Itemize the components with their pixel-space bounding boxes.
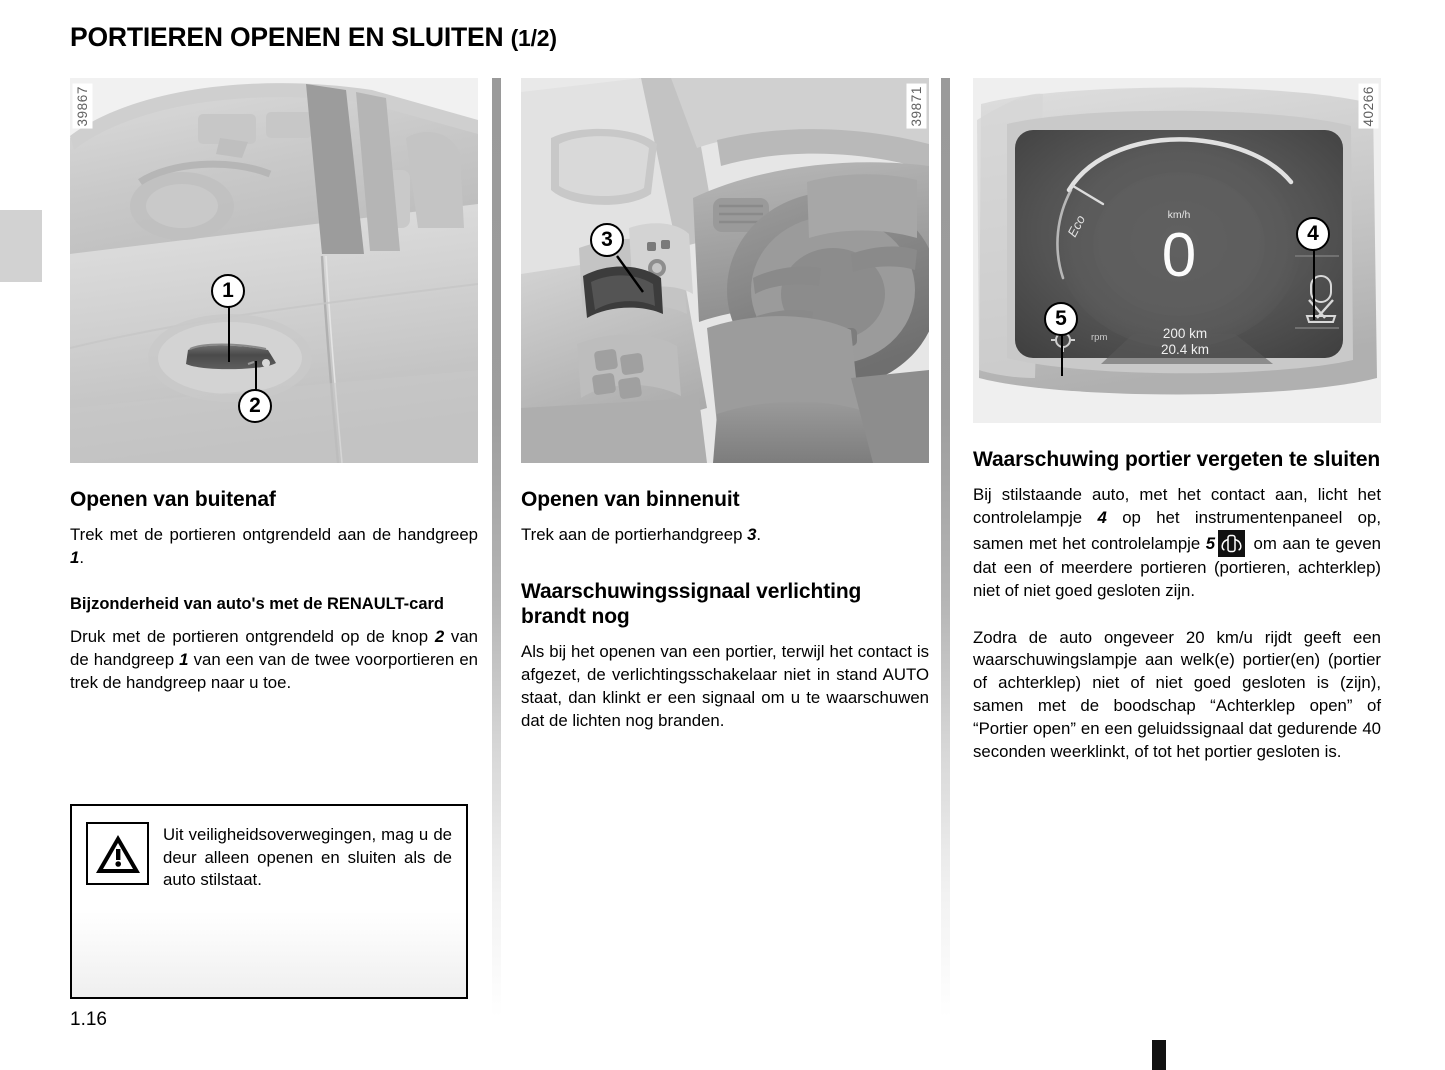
- page-title-text: PORTIEREN OPENEN EN SLUITEN: [70, 22, 504, 52]
- column-divider-2: [941, 78, 950, 1018]
- heading-waarschuwingssignaal-verlichting: Waarschuwingssignaal verlichting brandt nog: [521, 580, 862, 629]
- warning-text: Uit veiligheidsoverwegingen, mag u de deur alleen openen en sluiten als de auto stilstaat.: [163, 825, 452, 889]
- subheading-renault-card: Bijzonderheid van auto's met de RENAULT-card: [70, 594, 445, 613]
- eco-label: Eco: [1064, 212, 1089, 240]
- callout-1-leader: [228, 304, 230, 362]
- callout-1: 1: [211, 274, 245, 308]
- figure-exterior-door-handle: [70, 78, 478, 463]
- reference-1b: 1: [179, 649, 189, 669]
- reference-4: 4: [1097, 508, 1107, 528]
- instrument-cluster-illustration: [973, 78, 1381, 423]
- paragraph-gap: [521, 563, 929, 579]
- text-part: Bij stilstaande auto, met het contact aan, licht het controlelampje: [973, 485, 1381, 528]
- callout-2: 2: [238, 389, 272, 423]
- section-edge-tab: [0, 210, 42, 282]
- figure-reference-number: 39867: [73, 84, 93, 129]
- text-part: Druk met de portieren ontgrendeld op de knop: [70, 626, 435, 646]
- text-part: .: [756, 525, 762, 545]
- exterior-door-illustration: [70, 78, 478, 463]
- figure-text-gap: [973, 423, 1381, 447]
- reference-5: 5: [1205, 533, 1216, 553]
- page-number: 1.16: [70, 1009, 107, 1030]
- paragraph-open-from-outside: [70, 524, 478, 570]
- text-part: Trek met de portieren ontgrendeld aan de handgreep: [70, 525, 478, 545]
- paragraph-renault-card: [70, 626, 478, 695]
- reference-2: 2: [434, 626, 445, 646]
- door-ajar-telltale-icon: [1218, 530, 1245, 557]
- reference-3: 3: [747, 525, 757, 545]
- paragraph-gap: [70, 586, 478, 594]
- heading-openen-van-buitenaf: Openen van buitenaf: [70, 488, 276, 511]
- figure-text-gap: [521, 463, 929, 487]
- interior-cabin-illustration: [521, 78, 929, 463]
- text-part: van een van de twee voorportieren en trek de handgreep naar u toe.: [70, 649, 478, 692]
- column-right: [973, 78, 1381, 764]
- column-middle: [521, 78, 929, 733]
- text-part: van de handgreep: [70, 626, 478, 669]
- column-divider-1: [492, 78, 501, 1018]
- page-title-fraction: (1/2): [510, 25, 557, 51]
- figure-reference-number: 39871: [907, 84, 927, 129]
- figure-reference-number: 40266: [1359, 84, 1379, 129]
- reference-1: 1: [70, 548, 80, 568]
- page-title: [70, 22, 557, 53]
- paragraph-lights-warning: Als bij het openen van een portier, terwijl het contact is afgezet, de verlichtingsschakelaar niet in stand AUTO staat, dan klinkt er een signaal om u te waarschuwen dat de lichten nog branden.: [521, 642, 929, 730]
- trip-value: 20.4 km: [1160, 342, 1210, 357]
- rpm-label: rpm: [1091, 332, 1108, 343]
- text-part: Trek aan de portierhandgreep: [521, 525, 748, 545]
- paragraph-driving-door-warning: Zodra de auto ongeveer 20 km/u rijdt geeft een waarschuwingslampje aan welk(e) portier(en) (portier of achterklep) niet of niet goed gesloten is (zijn), samen met de boodschap “Achterklep open” of “Portier open” en een geluidssignaal dat gedurende 40 seconden weerklinkt, of tot het portier gesloten is.: [973, 627, 1381, 761]
- text-part: om aan te geven dat een of meerdere portieren (portieren, achterklep) niet of niet goed gesloten zijn.: [973, 533, 1381, 600]
- callout-3: 3: [590, 223, 624, 257]
- speed-unit-label: km/h: [1167, 209, 1191, 221]
- paragraph-door-warning-telltales: [973, 484, 1381, 602]
- text-part: op het instrumentenpaneel op, samen met het controlelampje: [973, 508, 1381, 553]
- paragraph-gap: [973, 619, 1381, 627]
- bleed-mark: [1152, 1040, 1166, 1070]
- safety-warning-box: [70, 804, 468, 999]
- figure-interior-door-handle: [521, 78, 929, 463]
- column-left: [70, 78, 478, 695]
- warning-triangle-glyph: [94, 832, 142, 876]
- callout-5: 5: [1044, 302, 1078, 336]
- heading-openen-van-binnenuit: Openen van binnenuit: [521, 488, 740, 511]
- speed-value: 0: [1161, 221, 1197, 290]
- figure-instrument-cluster: [973, 78, 1381, 423]
- callout-4-leader: [1313, 248, 1315, 320]
- text-part: .: [79, 548, 85, 568]
- callout-4: 4: [1296, 217, 1330, 251]
- figure-text-gap: [70, 463, 478, 487]
- paragraph-open-from-inside: [521, 524, 929, 547]
- callout-5-leader: [1061, 334, 1063, 376]
- heading-waarschuwing-portier: Waarschuwing portier vergeten te sluiten: [973, 448, 1381, 471]
- range-value: 200 km: [1162, 326, 1208, 341]
- warning-triangle-icon: [86, 822, 149, 885]
